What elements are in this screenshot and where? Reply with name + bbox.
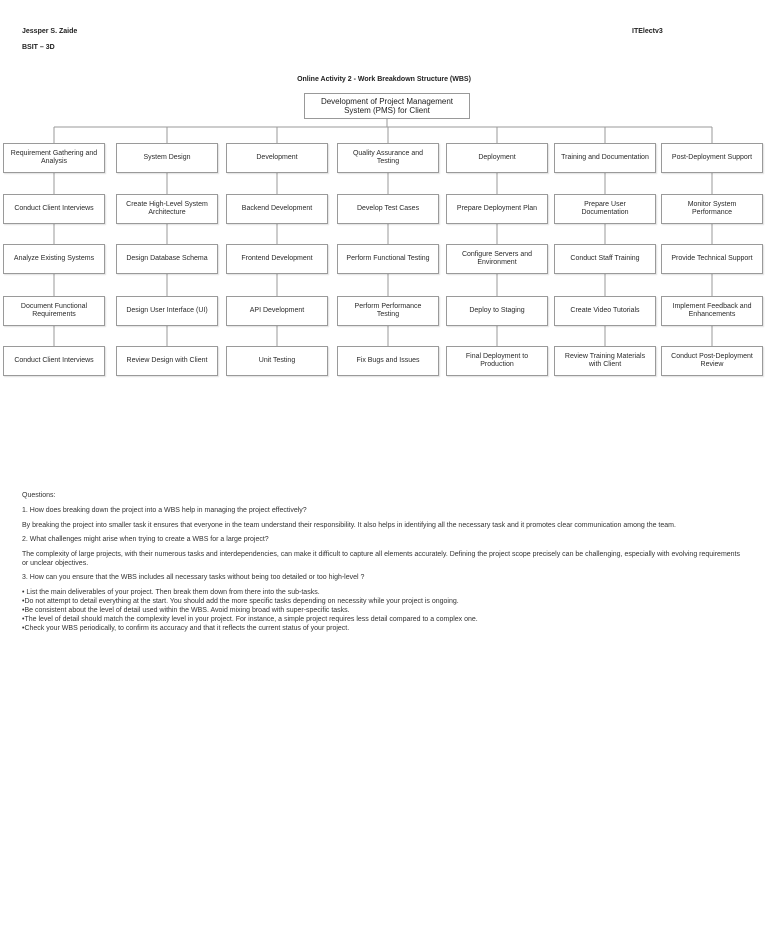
answer-3-bullet: • List the main deliverables of your project. Then break them down from there into the sub-tasks. [22,589,320,596]
wbs-task-node: Frontend Development [226,244,328,274]
document-title: Online Activity 2 - Work Breakdown Structure (WBS) [297,76,471,83]
answer-3-bullet: •Check your WBS periodically, to confirm its accuracy and that it reflects the current status of your project. [22,625,350,632]
wbs-task-node: Implement Feedback and Enhancements [661,296,763,326]
question-3: 3. How can you ensure that the WBS includes all necessary tasks without being too detailed or too high-level ? [22,574,365,581]
wbs-phase-node: System Design [116,143,218,173]
wbs-task-node: Prepare User Documentation [554,194,656,224]
wbs-task-node: Design Database Schema [116,244,218,274]
question-2: 2. What challenges might arise when trying to create a WBS for a large project? [22,536,269,543]
question-1: 1. How does breaking down the project into a WBS help in managing the project effectively? [22,507,307,514]
wbs-task-node: Perform Performance Testing [337,296,439,326]
wbs-task-node: API Development [226,296,328,326]
student-name: Jessper S. Zaide [22,28,78,35]
answer-3-bullet: •The level of detail should match the complexity level in your project. For instance, a simple project requires less detail compared to a complex one. [22,616,478,623]
answer-1: By breaking the project into smaller task it ensures that everyone in the team understand their responsibility. It also helps in identifying all the necessary task and it promotes clear communication among the team. [22,522,676,529]
wbs-task-node: Provide Technical Support [661,244,763,274]
wbs-task-node: Conduct Staff Training [554,244,656,274]
wbs-task-node: Conduct Post-Deployment Review [661,346,763,376]
answer-3-bullet: •Be consistent about the level of detail used within the WBS. Avoid mixing broad with super-specific tasks. [22,607,350,614]
wbs-task-node: Unit Testing [226,346,328,376]
wbs-task-node: Review Design with Client [116,346,218,376]
course-code: ITElectv3 [632,28,663,35]
wbs-task-node: Design User Interface (UI) [116,296,218,326]
wbs-task-node: Create High-Level System Architecture [116,194,218,224]
wbs-task-node: Backend Development [226,194,328,224]
wbs-phase-node: Training and Documentation [554,143,656,173]
wbs-task-node: Document Functional Requirements [3,296,105,326]
wbs-phase-node: Development [226,143,328,173]
student-section: BSIT – 3D [22,44,55,51]
wbs-root-node: Development of Project Management System (PMS) for Client [304,93,470,119]
wbs-task-node: Review Training Materials with Client [554,346,656,376]
wbs-task-node: Conduct Client Interviews [3,194,105,224]
wbs-task-node: Prepare Deployment Plan [446,194,548,224]
answer-3-bullet: •Do not attempt to detail everything at the start. You should add the more specific tasks depending on necessity while your project is ongoing. [22,598,459,605]
wbs-task-node: Deploy to Staging [446,296,548,326]
wbs-phase-node: Quality Assurance and Testing [337,143,439,173]
wbs-task-node: Fix Bugs and Issues [337,346,439,376]
wbs-task-node: Perform Functional Testing [337,244,439,274]
wbs-task-node: Final Deployment to Production [446,346,548,376]
wbs-task-node: Configure Servers and Environment [446,244,548,274]
wbs-task-node: Create Video Tutorials [554,296,656,326]
wbs-task-node: Develop Test Cases [337,194,439,224]
wbs-phase-node: Deployment [446,143,548,173]
questions-heading: Questions: [22,492,56,499]
wbs-task-node: Monitor System Performance [661,194,763,224]
answer-2: The complexity of large projects, with their numerous tasks and interdependencies, can make it difficult to capture all elements accurately. Defining the project scope precisely can be challenging, especially with evolving requirements or unclear objectives. [22,551,741,567]
questions-section [22,491,742,633]
wbs-phase-node: Post-Deployment Support [661,143,763,173]
answer-3-list [22,588,742,633]
wbs-task-node: Conduct Client Interviews [3,346,105,376]
wbs-task-node: Analyze Existing Systems [3,244,105,274]
wbs-phase-node: Requirement Gathering and Analysis [3,143,105,173]
